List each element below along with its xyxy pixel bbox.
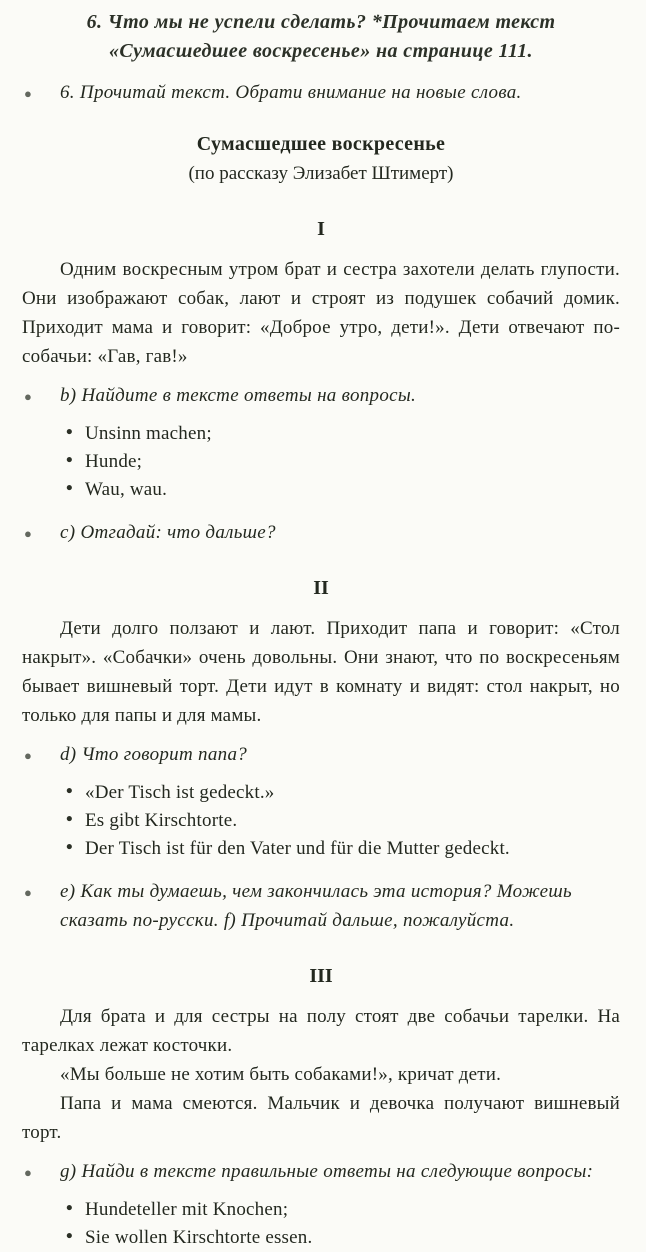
part-3-paragraph: Папа и мама смеются. Мальчик и девочка получают вишневый торт. [22,1093,620,1143]
list-item-text: Hundeteller mit Knochen; [85,1199,289,1220]
task-c-text: Отгадай: что дальше? [80,522,276,543]
bullet-icon: • [66,1198,73,1219]
list-item-text: Wau, wau. [85,479,168,500]
task-marker-icon: ● [24,526,33,541]
list-item [66,1196,620,1224]
part-3-paragraph: Для брата и для сестры на полу стоят две собачьи тарелки. На тарелках лежат косточки. [22,1006,620,1056]
task-c [22,518,620,547]
list-item [66,835,620,863]
story-part-1 [22,218,620,371]
task-d [22,740,620,769]
part-3-numeral: III [309,965,333,987]
list-item [66,807,620,835]
task-intro-label: 6. [60,82,75,103]
part-1-paragraph: Одним воскресным утром брат и сестра захотели делать глупости. Они изображают собак, лают и строят из подушек собачий домик. Приходит мама и говорит: «Доброе утро, дети!». Дети отвечают по-собачьи: «Гав, гав!» [22,259,620,367]
task-b-label: b) [60,385,77,406]
story-title: Сумасшедшее воскресенье [196,133,446,155]
task-g-label: g) [60,1161,77,1182]
list-item-text: Unsinn machen; [85,423,212,444]
bullet-icon: • [66,809,73,830]
task-intro-text: Прочитай текст. Обрати внимание на новые слова. [79,82,522,103]
task-intro [22,78,620,107]
story-part-3 [22,965,620,1147]
bullet-icon: • [66,478,73,499]
list-item-text: Sie wollen Kirschtorte essen. [85,1227,313,1248]
task-d-text: Что говорит папа? [81,744,248,765]
task-marker-icon: ● [24,389,33,404]
task-marker-icon: ● [24,1165,33,1180]
task-marker-icon: ● [24,86,33,101]
task-b-answer-list [22,420,620,504]
bullet-icon: • [66,450,73,471]
bullet-icon: • [66,1226,73,1247]
task-e-label: e) [60,881,76,902]
chapter-header: 6. Что мы не успели сделать? *Прочитаем текст «Сумасшедшее воскресенье» на странице 111. [86,11,556,62]
task-e [22,877,620,935]
story-subtitle: (по рассказу Элизабет Штимерт) [188,163,454,184]
list-item-text: Es gibt Kirschtorte. [85,810,238,831]
task-b [22,381,620,410]
task-g-answer-list [22,1196,620,1252]
list-item [66,420,620,448]
list-item-text: «Der Tisch ist gedeckt.» [85,782,275,803]
bullet-icon: • [66,837,73,858]
task-d-answer-list [22,779,620,863]
task-marker-icon: ● [24,748,33,763]
list-item-text: Der Tisch ist für den Vater und für die Mutter gedeckt. [85,838,510,859]
task-g-text: Найди в тексте правильные ответы на следующие вопросы: [81,1161,594,1182]
task-b-text: Найдите в тексте ответы на вопросы. [81,385,417,406]
part-3-paragraph: «Мы больше не хотим быть собаками!», кричат дети. [60,1064,502,1085]
list-item [66,448,620,476]
bullet-icon: • [66,422,73,443]
list-item [66,1224,620,1252]
story-part-2 [22,577,620,730]
list-item [66,476,620,504]
task-marker-icon: ● [24,885,33,900]
task-g [22,1157,620,1186]
part-1-numeral: I [317,218,325,240]
task-e-text: Как ты думаешь, чем закончилась эта история? Можешь сказать по-русски. f) Прочитай дальше, пожалуйста. [60,881,573,931]
task-d-label: d) [60,744,77,765]
part-2-numeral: II [313,577,329,599]
list-item-text: Hunde; [85,451,143,472]
bullet-icon: • [66,781,73,802]
part-2-paragraph: Дети долго ползают и лают. Приходит папа и говорит: «Стол накрыт». «Собачки» очень довольны. Они знают, что по воскресеньям бывает вишневый торт. Дети идут в комнату и видят: стол накрыт, но только для папы и для мамы. [22,618,620,726]
task-c-label: c) [60,522,76,543]
list-item [66,779,620,807]
